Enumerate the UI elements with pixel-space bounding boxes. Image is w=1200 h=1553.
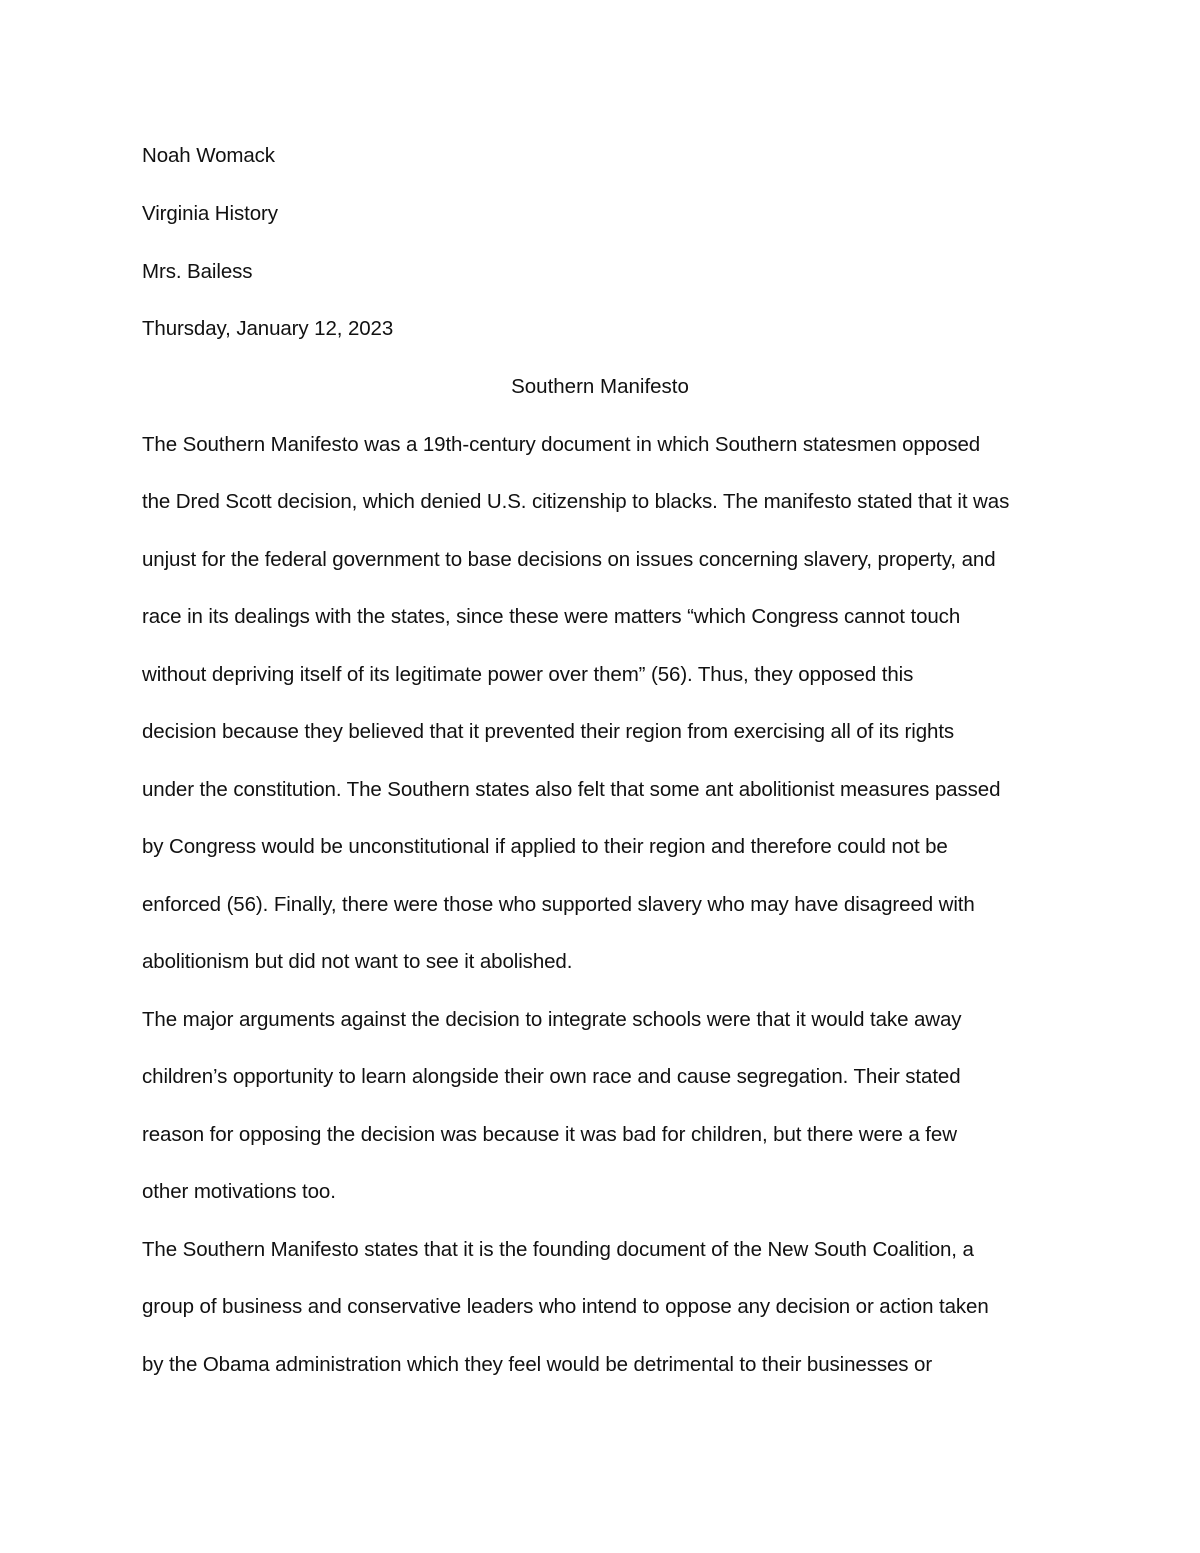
body-line: race in its dealings with the states, since these were matters “which Congress cannot touch <box>142 605 961 628</box>
body-line: decision because they believed that it prevented their region from exercising all of its rights <box>142 720 955 743</box>
body-line: The Southern Manifesto was a 19th-century document in which Southern statesmen opposed <box>142 433 981 456</box>
body-line: The Southern Manifesto states that it is the founding document of the New South Coalition, a <box>142 1238 974 1261</box>
body-line: under the constitution. The Southern states also felt that some ant abolitionist measures passed <box>142 778 1001 801</box>
body-line: by the Obama administration which they feel would be detrimental to their businesses or <box>142 1353 933 1376</box>
body-line: without depriving itself of its legitimate power over them” (56). Thus, they opposed this <box>142 663 914 686</box>
date-line: Thursday, January 12, 2023 <box>142 317 394 340</box>
body-line: The major arguments against the decision to integrate schools were that it would take away <box>142 1008 962 1031</box>
body-line: the Dred Scott decision, which denied U.S. citizenship to blacks. The manifesto stated that it was <box>142 490 1010 513</box>
page-title: Southern Manifesto <box>511 375 689 398</box>
body-line: unjust for the federal government to base decisions on issues concerning slavery, property, and <box>142 548 996 571</box>
body-line: children’s opportunity to learn alongside their own race and cause segregation. Their stated <box>142 1065 961 1088</box>
course-name: Virginia History <box>142 202 278 225</box>
body-line: other motivations too. <box>142 1180 336 1203</box>
body-line: group of business and conservative leaders who intend to oppose any decision or action taken <box>142 1295 989 1318</box>
body-line: abolitionism but did not want to see it abolished. <box>142 950 573 973</box>
student-name: Noah Womack <box>142 144 275 167</box>
body-line: by Congress would be unconstitutional if applied to their region and therefore could not be <box>142 835 948 858</box>
body-line: reason for opposing the decision was because it was bad for children, but there were a few <box>142 1123 957 1146</box>
body-line: enforced (56). Finally, there were those who supported slavery who may have disagreed with <box>142 893 975 916</box>
teacher-name: Mrs. Bailess <box>142 260 253 283</box>
